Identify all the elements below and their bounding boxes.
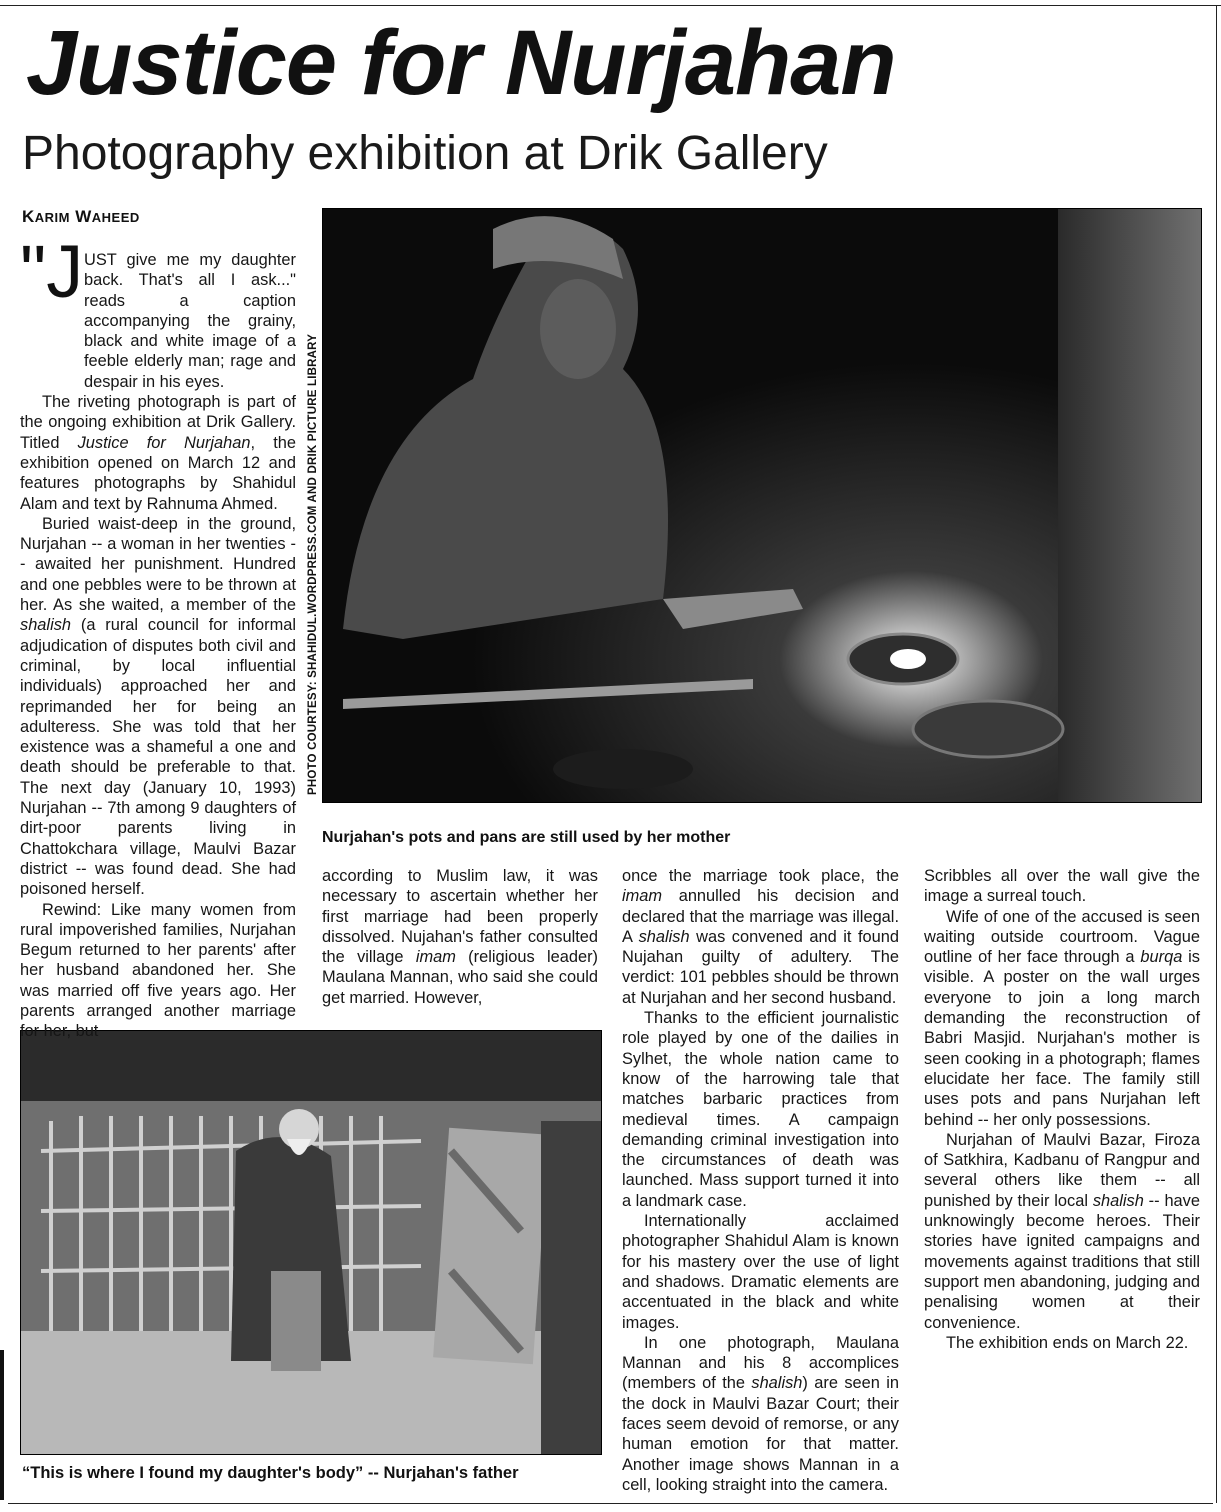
- paragraph-6: Internationally acclaimed photographer Shahidul Alam is known for his mastery over the use of light and shadows. Dramatic elements are accentuated in the black and white images.: [622, 1212, 899, 1332]
- drop-cap: "J: [20, 230, 84, 313]
- photo1-caption: Nurjahan's pots and pans are still used by her mother: [322, 829, 731, 846]
- top-rule: [0, 5, 1221, 6]
- photo-mother-cooking: [322, 208, 1202, 803]
- article-column-1: [20, 250, 296, 1042]
- subheadline: Photography exhibition at Drik Gallery: [22, 127, 828, 180]
- article-column-3: [622, 866, 899, 1495]
- photo-credit: PHOTO COURTESY: SHAHIDUL.WORDPRESS.COM AND DRIK PICTURE LIBRARY: [307, 333, 319, 795]
- photo-father-gate: [20, 1030, 602, 1455]
- paragraph-7: In one photograph, Maulana Mannan and his 8 accomplices (members of the shalish) are seen in the dock in Maulvi Bazar Court; their faces seem devoid of remorse, or any human emotion for that matter. Another image shows Mannan in a cell, looking straight into the camera.: [622, 1333, 899, 1494]
- paragraph-7-end: Scribbles all over the wall give the image a surreal touch.: [924, 867, 1200, 906]
- paragraph-4-end: once the marriage took place, the imam annulled his decision and declared that the marriage was illegal. A shalish was convened and it found Nujahan guilty of adultery. The verdict: 101 pebbles should be thrown at Nurjahan and her second husband.: [622, 867, 899, 1007]
- paragraph-9: Nurjahan of Maulvi Bazar, Firoza of Satkhira, Kadbanu of Rangpur and several others like them -- all punished by their local shalish -- have unknowingly become heroes. Their stories have ignited campaigns and movements against traditions that still support men abandoning, judging and penalising women at their convenience.: [924, 1130, 1200, 1332]
- margin-mark: [0, 1350, 4, 1500]
- photo2-caption: “This is where I found my daughter's body” -- Nurjahan's father: [22, 1464, 519, 1482]
- paragraph-4: Rewind: Like many women from rural impoverished families, Nurjahan Begum returned to her parents' after her husband abandoned her. She was married off five years ago. Her parents arranged another marriage for her, but: [20, 900, 296, 1041]
- article-column-4: [924, 866, 1200, 1353]
- paragraph-5: Thanks to the efficient journalistic role played by one of the dailies in Sylhet, the whole nation came to know of the harrowing tale that matches barbaric practices from medieval times. A campaign demanding criminal investigation into the circumstances of death was launched. Mass support turned it into a landmark case.: [622, 1009, 899, 1210]
- paragraph-3: Buried waist-deep in the ground, Nurjahan -- a woman in her twenties -- awaited her punishment. Hundred and one pebbles were to be thrown at her. As she waited, a member of the shalish (a rural council for informal adjudication of disputes both civil and criminal, by local influential individuals) approached her and reprimanded her for being an adulteress. She was told that her existence was a shameful a one and death should be preferable to that. The next day (January 10, 1993) Nurjahan -- 7th among 9 daughters of dirt-poor parents living in Chattokchara village, Maulvi Bazar district -- was found dead. She had poisoned herself.: [20, 514, 296, 899]
- byline: KARIM WAHEED: [22, 207, 140, 226]
- paragraph-4-cont: according to Muslim law, it was necessary to ascertain whether her first marriage had been properly dissolved. Nujahan's father consulted the village imam (religious leader) Maulana Mannan, who said she could get married. However,: [322, 867, 598, 1007]
- bottom-rule: [8, 1503, 1213, 1504]
- paragraph-10: The exhibition ends on March 22.: [946, 1333, 1189, 1352]
- right-rule: [1216, 5, 1217, 1503]
- headline: Justice for Nurjahan: [26, 12, 896, 114]
- article-column-2: [322, 866, 598, 1008]
- paragraph-8: Wife of one of the accused is seen waiting outside courtroom. Vague outline of her face through a burqa is visible. A poster on the wall urges everyone to join a long march demanding the reconstruction of Babri Masjid. Nurjahan's mother is seen cooking in a photograph; flames elucidate her face. The family still uses pots and pans Nurjahan left behind -- her only possessions.: [924, 907, 1200, 1129]
- paragraph-2: The riveting photograph is part of the ongoing exhibition at Drik Gallery. Titled Justice for Nurjahan, the exhibition opened on March 12 and features photographs by Shahidul Alam and text by Rahnuma Ahmed.: [20, 393, 296, 513]
- paragraph-1: UST give me my daughter back. That's all I ask..." reads a caption accompanying the grainy, black and white image of a feeble elderly man; rage and despair in his eyes.: [84, 251, 296, 391]
